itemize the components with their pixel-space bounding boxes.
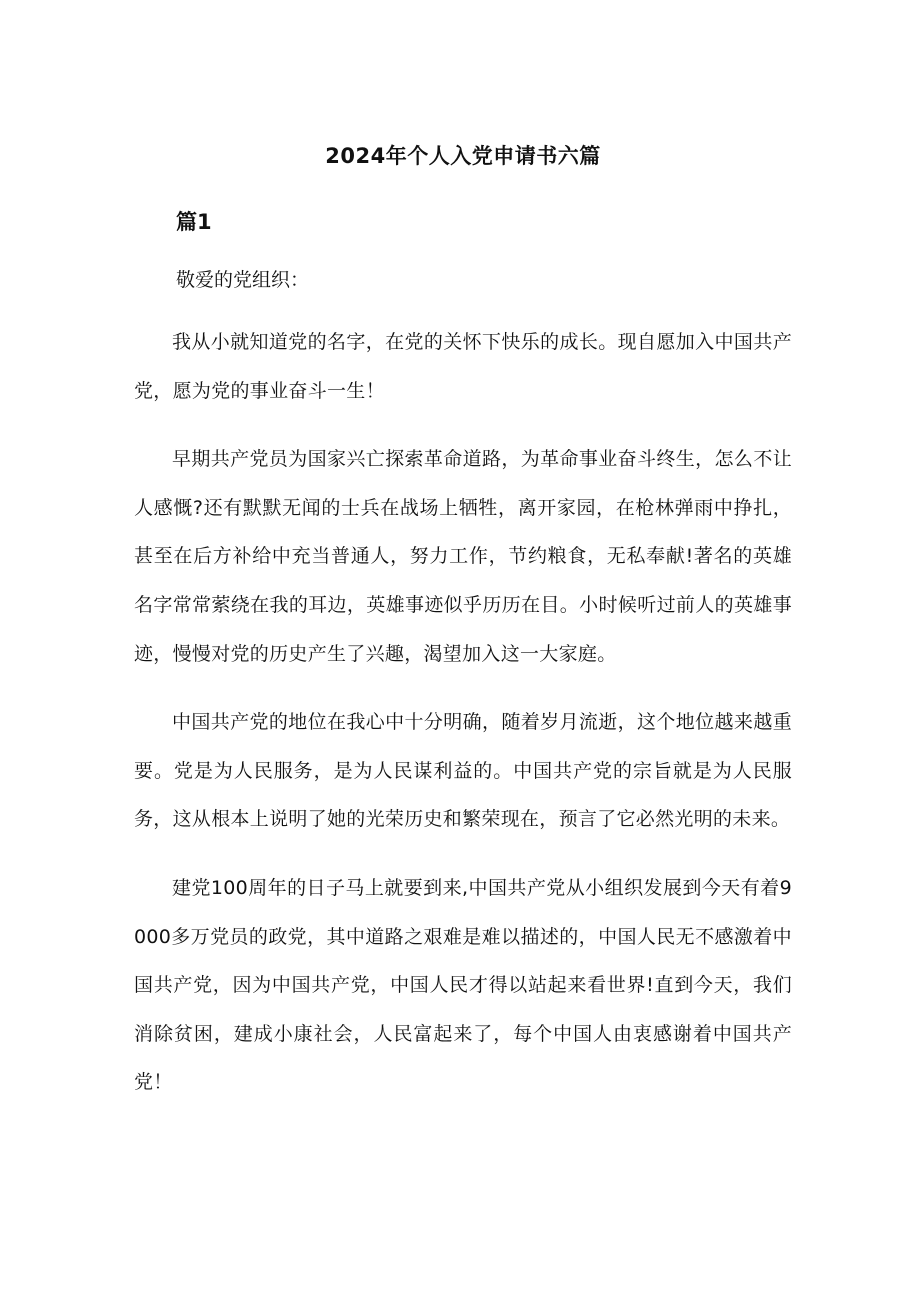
document-title: 2024年个人入党申请书六篇 (325, 144, 601, 168)
paragraph-3: 中国共产党的地位在我心中十分明确，随着岁月流逝，这个地位越来越重要。党是为人民服务，是为人民谋利益的。中国共产党的宗旨就是为人民服务，这从根本上说明了她的光荣历史和繁荣现在，预言了它必然光明的未来。 (134, 711, 792, 831)
section-heading: 篇1 (176, 210, 212, 234)
paragraph-4: 建党100周年的日子马上就要到来,中国共产党从小组织发展到今天有着9000多万党员的政党，其中道路之艰难是难以描述的，中国人民无不感激着中国共产党，因为中国共产党，中国人民才得以站起来看世界!直到今天，我们消除贫困，建成小康社会，人民富起来了，每个中国人由衷感谢着中国共产党！ (134, 876, 792, 1094)
salutation: 敬爱的党组织： (176, 269, 310, 291)
paragraph-2: 早期共产党员为国家兴亡探索革命道路，为革命事业奋斗终生，怎么不让人感慨?还有默默无闻的士兵在战场上牺牲，离开家园，在枪林弹雨中挣扎，甚至在后方补给中充当普通人，努力工作，节约粮食，无私奉献!著名的英雄名字常常萦绕在我的耳边，英雄事迹似乎历历在目。小时候听过前人的英雄事迹，慢慢对党的历史产生了兴趣，渴望加入这一大家庭。 (134, 448, 792, 665)
paragraph-1: 我从小就知道党的名字，在党的关怀下快乐的成长。现自愿加入中国共产党，愿为党的事业奋斗一生！ (134, 331, 792, 402)
